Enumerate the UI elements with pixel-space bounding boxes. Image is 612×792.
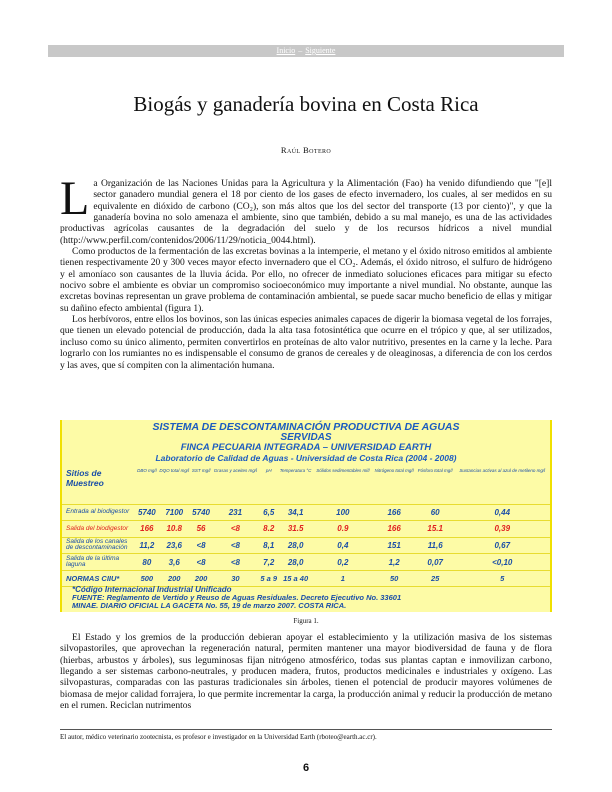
footnote-divider: [60, 729, 552, 730]
row-label: Salida del biodigestor: [62, 521, 136, 538]
figure-1: [60, 420, 552, 612]
table-cell: 11,2: [136, 537, 158, 554]
table-header-row: [62, 464, 550, 504]
table-cell: 0,07: [416, 554, 455, 571]
table-row: [62, 521, 550, 538]
figure-caption: Figura 1.: [293, 617, 319, 625]
table-cell: 50: [372, 570, 415, 587]
table-cell: 10.8: [158, 521, 191, 538]
link-inicio[interactable]: Inicio: [276, 46, 296, 55]
column-header: Temperatura °C: [278, 464, 313, 504]
table-cell: 23,6: [158, 537, 191, 554]
column-header: Nitrógeno total mg/l: [372, 464, 415, 504]
table-cell: <8: [211, 554, 259, 571]
table-cell: 1: [313, 570, 372, 587]
article-title: Biogás y ganadería bovina en Costa Rica: [133, 92, 479, 116]
table-cell: 0,39: [455, 521, 550, 538]
table-cell: 200: [158, 570, 191, 587]
table-cell: 11,6: [416, 537, 455, 554]
paragraph-2: Como productos de la fermentación de las excretas bovinas a la intemperie, el metano y el óxido nitroso emitidos al ambiente tienen respectivamente 20 y 300 veces mayor efecto invernadero que el CO₂. Además, el óxido nitroso, el sulfuro de hidrógeno y el amoníaco son causantes de la lluvia ácida. Por ello, no ofrecer de inmediato soluciones eficaces para mitigar su efecto nocivo sobre el ambiente es obviar un compromiso socioeconómico muy importante a nivel mundial. No obstante, aunque las excretas bovinas representan un grave problema de contaminación ambiental, se puede sacar mucho beneficio de ellas y mitigar su dañino efecto ambiental (figura 1).: [60, 246, 552, 314]
table-cell: 166: [372, 504, 415, 521]
table-cell: 5 a 9: [259, 570, 278, 587]
row-label: NORMAS CIIU*: [62, 570, 136, 587]
figure-heading-3: FINCA PECUARIA INTEGRADA – UNIVERSIDAD EARTH: [180, 442, 432, 453]
page-number: 6: [302, 762, 310, 774]
table-cell: 25: [416, 570, 455, 587]
nav-separator: –: [298, 46, 303, 55]
article-body-bottom: [60, 632, 552, 711]
table-cell: 166: [136, 521, 158, 538]
table-row: [62, 504, 550, 521]
navigation-bar: [48, 45, 564, 57]
row-label: Salida de los canales de descontaminación: [62, 537, 136, 554]
table-cell: <8: [211, 521, 259, 538]
table-row-header: Sitios de Muestreo: [62, 464, 136, 504]
column-header: Sólidos sedimentables ml/l: [313, 464, 372, 504]
table-cell: 28,0: [278, 537, 313, 554]
table-cell: 0.9: [313, 521, 372, 538]
table-cell: 0,44: [455, 504, 550, 521]
table-cell: 5740: [136, 504, 158, 521]
table-cell: 7100: [158, 504, 191, 521]
paragraph-1: [60, 172, 552, 246]
table-cell: 8,1: [259, 537, 278, 554]
row-label: Salida de la última laguna: [62, 554, 136, 571]
paragraph-1-text: a Organización de las Naciones Unidas para la Agricultura y la Alimentación (Fao) ha venido difundiendo que "[e]l sector ganadero mundial genera el 18 por ciento de los gases de efecto invernadero, los cuales, al ser medidos en su equivalente en dióxido de carbono (CO₂), son más altos que los del sector del transporte (13 por ciento)", y que la ganadería bovina no solo amenaza el ambiente, sino que también, debido a su mal manejo, es una de las actividades productivas agrícolas causantes de la degradación del suelo y de los recursos hídricos a nivel mundial (http://www.perfil.com/contenidos/2006/11/29/noticia_0044.html).: [60, 178, 552, 246]
table-cell: 7,2: [259, 554, 278, 571]
author-name: Raúl Botero: [280, 145, 332, 155]
author-footnote: El autor, médico veterinario zootecnista, es profesor e investigador en la Universidad Earth (rboteo@earth.ac.cr).: [60, 733, 377, 741]
drop-cap: L: [60, 172, 90, 225]
table-cell: 151: [372, 537, 415, 554]
table-cell: 80: [136, 554, 158, 571]
table-row: [62, 554, 550, 571]
table-cell: 15 a 40: [278, 570, 313, 587]
table-cell: <8: [191, 554, 212, 571]
table-cell: 500: [136, 570, 158, 587]
table-cell: 166: [372, 521, 415, 538]
table-cell: 5740: [191, 504, 212, 521]
table-cell: 0,67: [455, 537, 550, 554]
table-cell: 15.1: [416, 521, 455, 538]
table-cell: 1,2: [372, 554, 415, 571]
figure-footnote-source: FUENTE: Reglamento de Vertido y Reuso de Aguas Residuales. Decreto Ejecutivo No. 33601: [72, 593, 402, 602]
figure-footnotes: [72, 586, 401, 610]
table-cell: 3,6: [158, 554, 191, 571]
table-cell: <0,10: [455, 554, 550, 571]
table-cell: 34,1: [278, 504, 313, 521]
table-cell: 31.5: [278, 521, 313, 538]
table-cell: 30: [211, 570, 259, 587]
column-header: DBO mg/l: [136, 464, 158, 504]
figure-footnote-ciiu: *Código Internacional Industrial Unificado: [72, 585, 232, 594]
table-cell: 56: [191, 521, 212, 538]
table-cell: 28,0: [278, 554, 313, 571]
figure-heading-2: SERVIDAS: [280, 432, 332, 443]
row-label: Entrada al biodigestor: [62, 504, 136, 521]
column-header: Fósforo total mg/l: [416, 464, 455, 504]
paragraph-3: Los herbívoros, entre ellos los bovinos, son las únicas especies animales capaces de digerir la biomasa vegetal de los forrajes, que tienen un elevado potencial de producción, dada la alta tasa fotosintética que ocurre en el trópico y que, al ser utilizados, incluso como su único alimento, permiten convertirlos en proteínas de alto valor nutritivo, presentes en la carne y la leche. Para lograrlo con los rumiantes no es indispensable el consumo de granos de cereales y de oleaginosas, a diferencia de con los cerdos y las aves, que sí compiten con la alimentación humana.: [60, 314, 552, 371]
table-cell: 231: [211, 504, 259, 521]
table-cell: <8: [191, 537, 212, 554]
figure-footnote-minae: MINAE. DIARIO OFICIAL LA GACETA No. 55, 19 de marzo 2007. COSTA RICA.: [72, 601, 347, 610]
link-siguiente[interactable]: Siguiente: [305, 46, 336, 55]
table-cell: 100: [313, 504, 372, 521]
table-cell: 200: [191, 570, 212, 587]
table-cell: 0,4: [313, 537, 372, 554]
column-header: SST mg/l: [191, 464, 212, 504]
figure-heading-4: Laboratorio de Calidad de Aguas - Universidad de Costa Rica (2004 - 2008): [155, 453, 457, 463]
figure-heading-1: SISTEMA DE DESCONTAMINACIÓN PRODUCTIVA DE AGUAS: [152, 421, 460, 433]
column-header: Sustancias activas al azul de metileno mg/l: [455, 464, 550, 504]
table-cell: 0,2: [313, 554, 372, 571]
table-cell: 8.2: [259, 521, 278, 538]
article-body-top: [60, 172, 552, 371]
column-header: pH: [259, 464, 278, 504]
water-quality-table: [62, 464, 550, 587]
column-header: DQO total mg/l: [158, 464, 191, 504]
table-cell: <8: [211, 537, 259, 554]
table-cell: 5: [455, 570, 550, 587]
table-cell: 6,5: [259, 504, 278, 521]
paragraph-4: El Estado y los gremios de la producción debieran apoyar el establecimiento y la utilización masiva de los sistemas silvopastoriles, que aprovechan la regeneración natural, permiten mantener una mayor biodiversidad de fauna y de flora (hierbas, arbustos y árboles), sus leguminosas fijan nitrógeno atmosférico, todas sus plantas captan e inmovilizan carbono, llegando a ser sistemas carbono-neutrales, y producen madera, frutos, productos medicinales e industriales y oxígeno. Las silvopasturas, comparadas con las pasturas tradicionales sin árboles, tienen el potencial de producir mayores volúmenes de biomasa de mejor calidad forrajera, lo que permite incrementar la carga, la producción animal y reducir la producción de metano en el rumen. Reciclan nutrimentos: [60, 632, 552, 712]
column-header: Grasas y aceites mg/l: [211, 464, 259, 504]
table-cell: 60: [416, 504, 455, 521]
table-row: [62, 537, 550, 554]
